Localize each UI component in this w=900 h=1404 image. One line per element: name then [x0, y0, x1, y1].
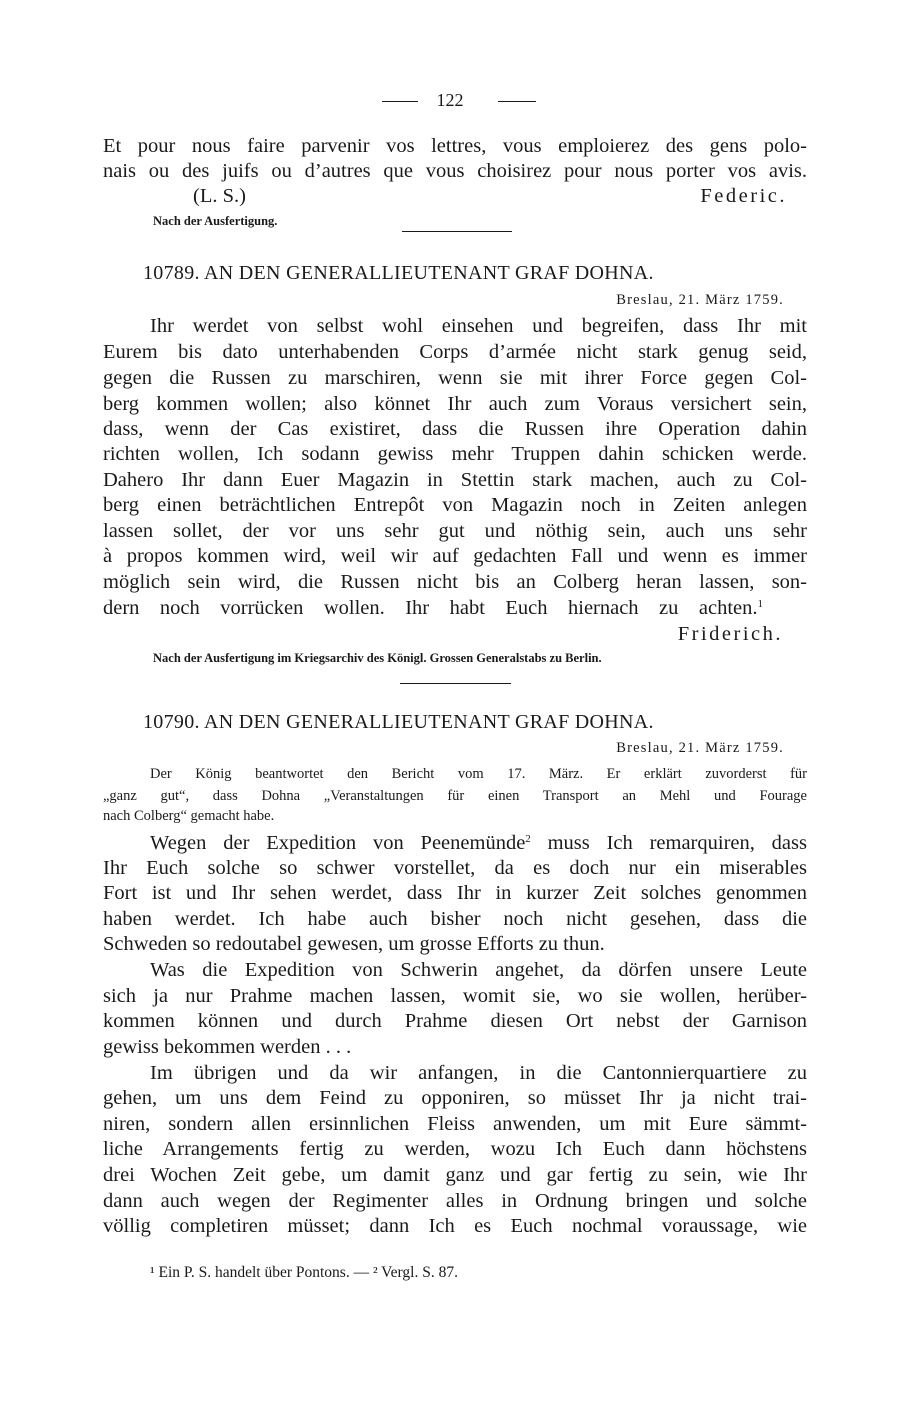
body-line: Fort ist und Ihr sehen werdet, dass Ihr in kurzer Zeit solches genommen: [103, 882, 807, 904]
source-note: Nach der Ausfertigung.: [153, 214, 278, 228]
body-line: gegen die Russen zu marschiren, wenn sie mit ihrer Force gegen Col-: [103, 367, 807, 389]
page-number-rule-right: [498, 101, 536, 102]
body-line: Et pour nous faire parvenir vos lettres, vous emploierez des gens polo-: [103, 135, 807, 157]
body-line: Dahero Ihr dann Euer Magazin in Stettin stark machen, auch zu Col-: [103, 469, 807, 491]
footnotes: ¹ Ein P. S. handelt über Pontons. — ² Vergl. S. 87.: [150, 1264, 458, 1281]
body-line: liche Arrangements fertig zu werden, wozu Ich Euch dann höchstens: [103, 1138, 807, 1160]
body-line: berg einen beträchtlichen Entrepôt von Magazin noch in Zeiten anlegen: [103, 494, 807, 516]
letter-heading: 10789. AN DEN GENERALLIEUTENANT GRAF DOHNA.: [143, 262, 654, 284]
body-line: kommen können und durch Prahme diesen Ort nebst der Garnison: [103, 1010, 807, 1032]
body-line: drei Wochen Zeit gebe, um damit ganz und gar fertig zu sein, wie Ihr: [103, 1164, 807, 1186]
body-line: richten wollen, Ich sodann gewiss mehr Truppen dahin schicken werde.: [103, 443, 807, 465]
body-line: gewiss bekommen werden . . .: [103, 1036, 352, 1058]
dateline: Breslau, 21. März 1759.: [616, 292, 784, 308]
body-line: dann auch wegen der Regimenter alles in Ordnung bringen und solche: [103, 1190, 807, 1212]
summary-line: „ganz gut“, dass Dohna „Veranstaltungen für einen Transport an Mehl und Fourage: [103, 788, 807, 804]
section-rule: [402, 231, 512, 232]
body-line: Eurem bis dato unterhabenden Corps d’armée nicht stark genug seid,: [103, 341, 807, 363]
seal-mark: (L. S.): [193, 185, 246, 207]
body-line-first: [150, 830, 807, 856]
body-line: lassen sollet, der vor uns sehr gut und nöthig sein, auch uns sehr: [103, 520, 807, 542]
section-rule: [400, 683, 511, 684]
body-line: sich ja nur Prahme machen lassen, womit sie, wo sie wollen, herüber-: [103, 985, 807, 1007]
body-line: haben werdet. Ich habe auch bisher noch nicht gesehen, dass die: [103, 908, 807, 930]
footnote-ref: 2: [525, 833, 531, 845]
body-line: völlig completiren müsset; dann Ich es Euch nochmal voraussage, wie: [103, 1215, 807, 1237]
body-line: gehen, um uns dem Feind zu opponiren, so müsset Ihr ja nicht trai-: [103, 1087, 807, 1109]
body-line: berg kommen wollen; also könnet Ihr auch zum Voraus versichert sein,: [103, 393, 807, 415]
body-line: Ihr Euch solche so schwer vorstellet, da es doch nur ein miserables: [103, 857, 807, 879]
dateline: Breslau, 21. März 1759.: [616, 740, 784, 756]
body-line: à propos kommen wird, weil wir auf gedachten Fall und wenn es immer: [103, 545, 807, 567]
body-line: Ihr werdet von selbst wohl einsehen und begreifen, dass Ihr mit: [150, 315, 807, 337]
body-line: Im übrigen und da wir anfangen, in die Cantonnierquartiere zu: [150, 1062, 807, 1084]
page-number-rule-left: [382, 101, 418, 102]
body-line: nais ou des juifs ou d’autres que vous choisirez pour nous porter vos avis.: [103, 160, 807, 182]
body-line-last: [103, 595, 763, 621]
signature: Federic.: [700, 185, 787, 207]
body-line: Schweden so redoutabel gewesen, um grosse Efforts zu thun.: [103, 933, 605, 955]
signature: Friderich.: [677, 623, 783, 645]
body-line: niren, sondern allen ersinnlichen Fleiss anwenden, um mit Eure sämmt-: [103, 1113, 807, 1135]
body-line: möglich sein wird, die Russen nicht bis an Colberg heran lassen, son-: [103, 571, 807, 593]
letter-heading: 10790. AN DEN GENERALLIEUTENANT GRAF DOHNA.: [143, 711, 654, 733]
footnote-ref: 1: [757, 598, 763, 610]
page-number: 122: [436, 90, 464, 110]
body-line-text: muss Ich remarquiren, dass: [530, 832, 807, 854]
body-line-text: dern noch vorrücken wollen. Ihr habt Euch hiernach zu achten.: [103, 597, 758, 619]
body-line: Was die Expedition von Schwerin angehet, da dörfen unsere Leute: [150, 959, 807, 981]
body-line: dass, wenn der Cas existiret, dass die Russen ihre Operation dahin: [103, 418, 807, 440]
summary-line: nach Colberg“ gemacht habe.: [103, 808, 275, 824]
source-note: Nach der Ausfertigung im Kriegsarchiv des Königl. Grossen Generalstabs zu Berlin.: [153, 651, 602, 665]
summary-line: Der König beantwortet den Bericht vom 17. März. Er erklärt zuvorderst für: [150, 766, 807, 782]
body-line-text: Wegen der Expedition von Peenemünde: [150, 832, 526, 854]
